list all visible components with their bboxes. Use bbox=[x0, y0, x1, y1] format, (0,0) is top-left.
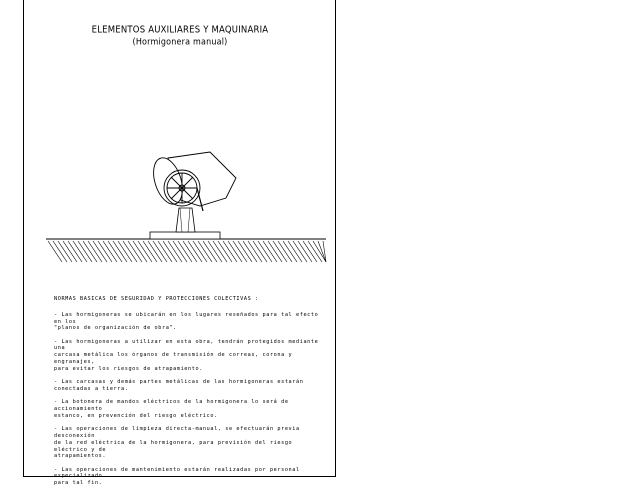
drawing-title: ELEMENTOS AUXILIARES Y MAQUINARIA bbox=[91, 24, 269, 36]
safety-notes bbox=[54, 296, 326, 494]
notes-heading: NORMAS BASICAS DE SEGURIDAD Y PROTECCIONES COLECTIVAS : bbox=[54, 296, 259, 302]
mixer-pedestal bbox=[176, 208, 195, 232]
drawing-subtitle: (Hormigonera manual) bbox=[132, 36, 228, 47]
note-item: - Las operaciones de mantenimiento estarán realizadas por personal especializado para tal fin. bbox=[54, 466, 300, 487]
note-item: - Las carcasas y demás partes metálicas de las hormigoneras estarán conectadas a tierra. bbox=[54, 379, 304, 392]
note-item: - Las operaciones de limpieza directa-manual, se efectuarán previa desconexión de la red eléctrica de la hormigonera, para previsión del riesgo eléctrico y de atrapamientos. bbox=[54, 426, 300, 460]
note-item: - La botonera de mandos eléctricos de la hormigonera lo será de accionamiento estanco, en prevención del riesgo eléctrico. bbox=[54, 399, 289, 419]
note-item: - Las hormigoneras a utilizar en esta obra, tendrán protegidos mediante una carcasa metálica los órganos de transmisión de correas, corona y engranajes, para evitar los riesgos de atrapamiento. bbox=[54, 338, 319, 372]
ground-hatch bbox=[46, 239, 326, 262]
note-item: - Las hormigoneras se ubicarán en los lugares reseñados para tal efecto en los "planos de organización de obra". bbox=[54, 311, 319, 332]
mixer-base bbox=[150, 232, 220, 239]
